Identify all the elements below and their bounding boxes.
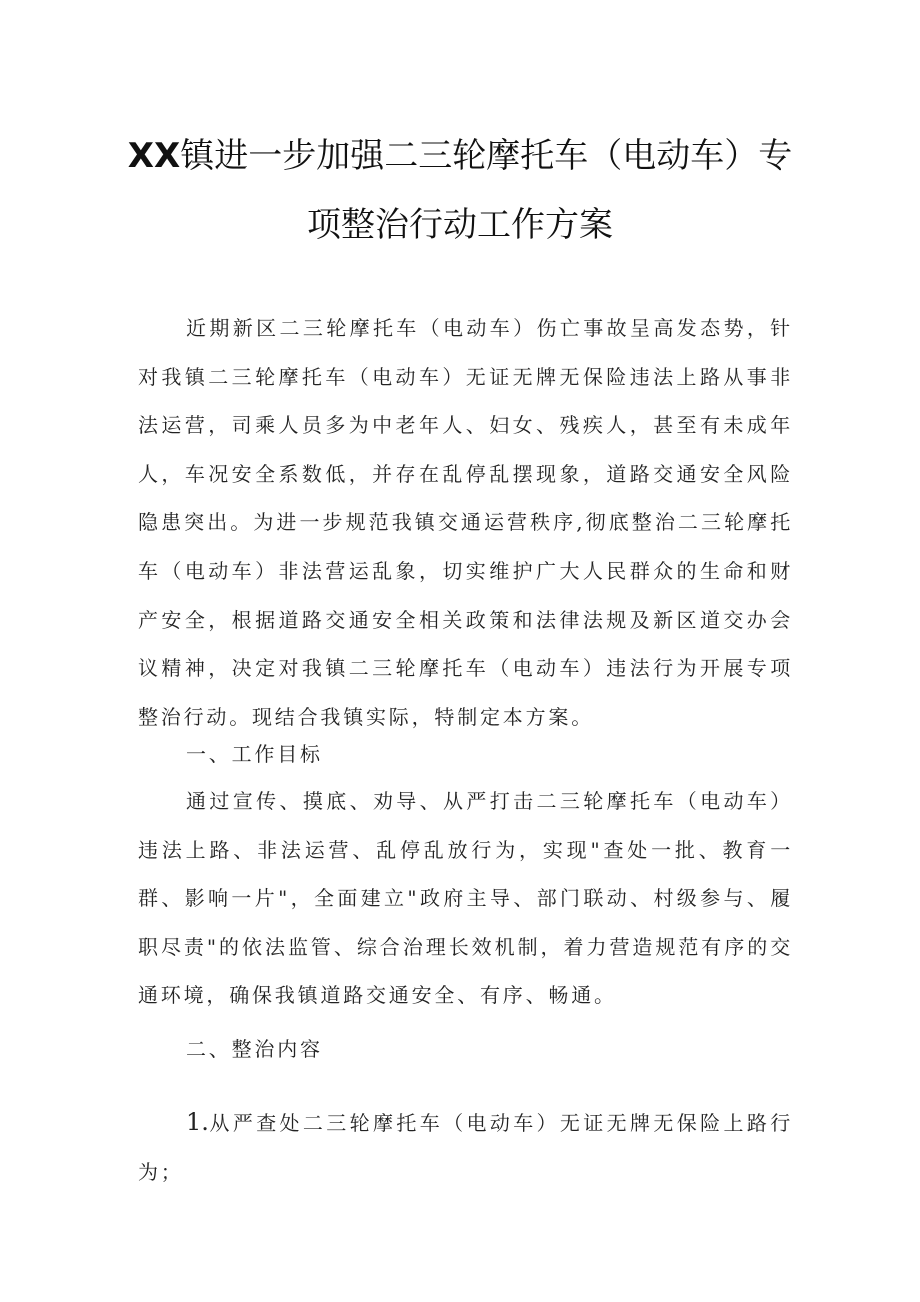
title-line-1-text: 镇进一步加强二三轮摩托车（电动车）专 [180,136,793,176]
title-prefix: XX [127,136,181,176]
document-title-line-1 [100,128,820,177]
intro-paragraph: 近期新区二三轮摩托车（电动车）伤亡事故呈高发态势，针对我镇二三轮摩托车（电动车）无证无牌无保险违法上路从事非法运营，司乘人员多为中老年人、妇女、残疾人，甚至有未成年人，车况安全系数低，并存在乱停乱摆现象，道路交通安全风险隐患突出。为进一步规范我镇交通运营秩序,彻底整治二三轮摩托车（电动车）非法营运乱象，切实维护广大人民群众的生命和财产安全，根据道路交通安全相关政策和法律法规及新区道交办会议精神，决定对我镇二三轮摩托车（电动车）违法行为开展专项整治行动。现结合我镇实际，特制定本方案。 [138,316,793,729]
list-item-1-text: 从严查处二三轮摩托车（电动车）无证无牌无保险上路行为； [138,1111,793,1184]
document-title-line-2: 项整治行动工作方案 [307,205,613,245]
section-heading-content: 二、整治内容 [186,1037,323,1061]
section-heading-goals: 一、工作目标 [186,742,323,766]
goals-paragraph: 通过宣传、摸底、劝导、从严打击二三轮摩托车（电动车）违法上路、非法运营、乱停乱放行为，实现"查处一批、教育一群、影响一片"，全面建立"政府主导、部门联动、村级参与、履职尽责"的依法监管、综合治理长效机制，着力营造规范有序的交通环境，确保我镇道路交通安全、有序、畅通。 [138,789,793,1008]
list-item-1-number: 1. [186,1108,209,1136]
list-item-1 [138,1098,793,1196]
